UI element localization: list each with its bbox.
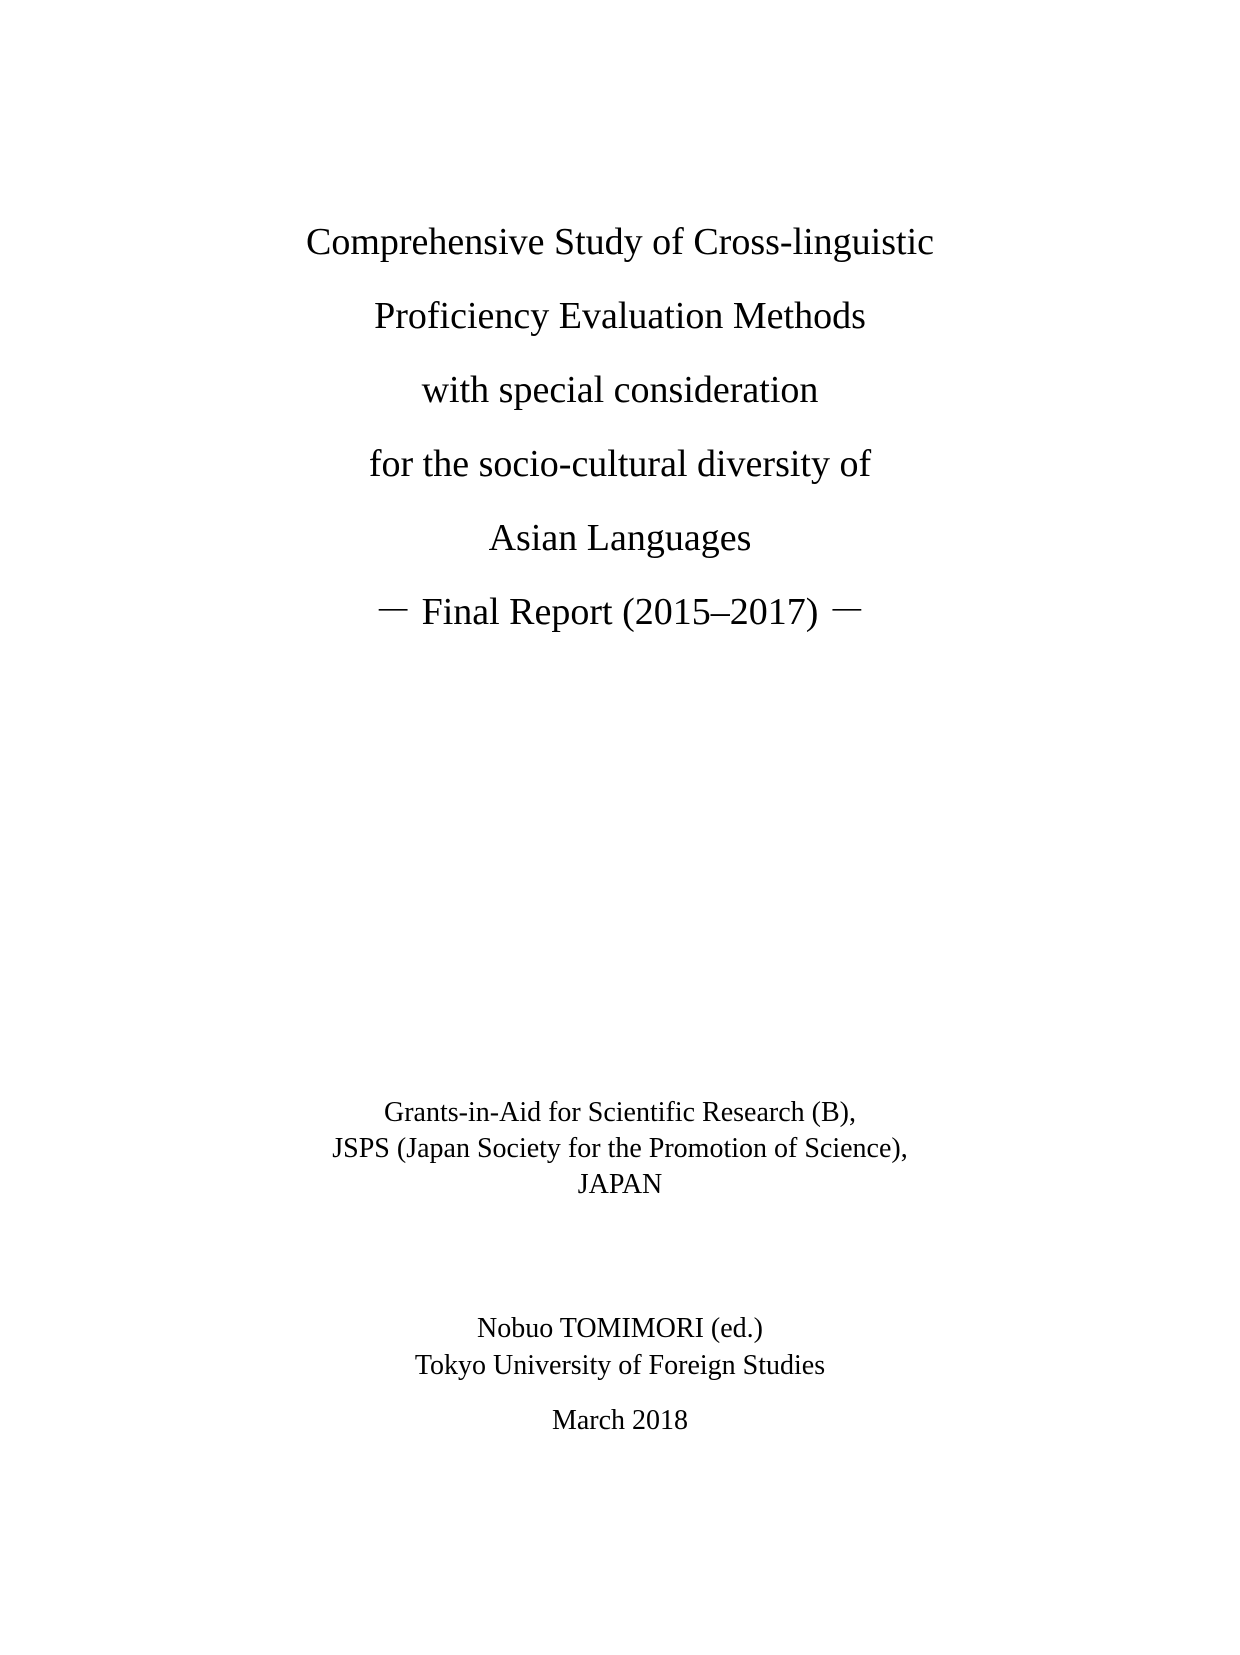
publication-date: March 2018 bbox=[551, 1405, 689, 1436]
title-line-3: with special consideration bbox=[421, 369, 819, 411]
title-line-2: Proficiency Evaluation Methods bbox=[374, 295, 866, 337]
report-title bbox=[0, 205, 1240, 649]
title-line-4: for the socio-cultural diversity of bbox=[368, 443, 872, 485]
editor-affiliation: Tokyo University of Foreign Studies bbox=[414, 1350, 826, 1381]
title-line-5: Asian Languages bbox=[488, 517, 752, 559]
grant-line-2: JSPS (Japan Society for the Promotion of Science), bbox=[332, 1133, 908, 1164]
report-subtitle: － Final Report (2015–2017) － bbox=[374, 591, 866, 633]
title-line-1: Comprehensive Study of Cross-linguistic bbox=[305, 221, 935, 263]
grant-line-1: Grants-in-Aid for Scientific Research (B), bbox=[384, 1097, 856, 1128]
grant-line-3: JAPAN bbox=[577, 1169, 663, 1200]
editor-info bbox=[0, 1310, 1240, 1384]
grant-info bbox=[0, 1095, 1240, 1203]
editor-name: Nobuo TOMIMORI (ed.) bbox=[477, 1313, 763, 1344]
